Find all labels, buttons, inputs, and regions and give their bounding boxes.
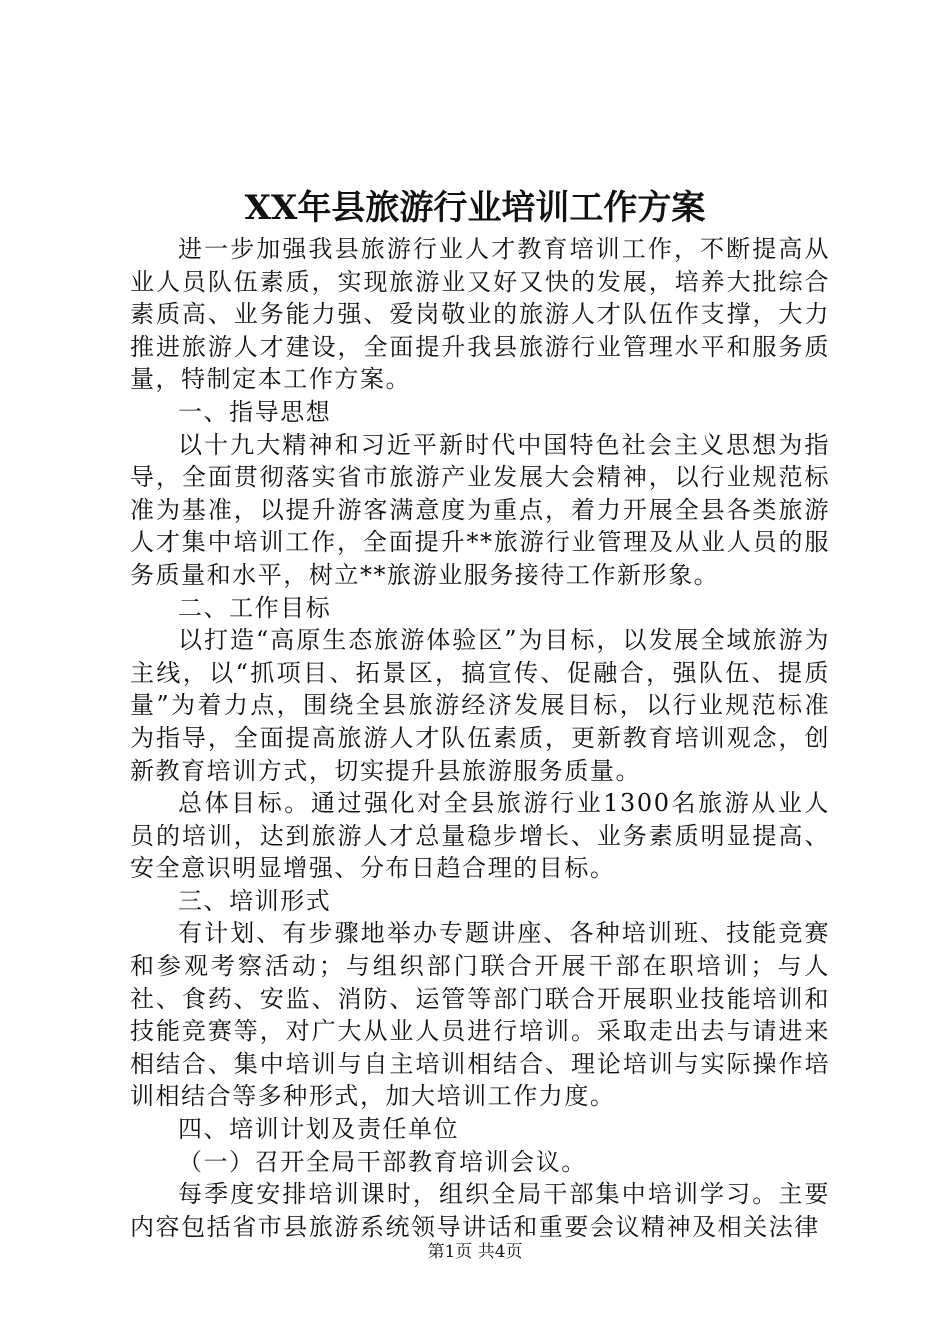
page-number-footer: 第1页 共4页 [427, 1242, 523, 1262]
staff-meeting-paragraph: 每季度安排培训课时，组织全局干部集中培训学习。主要内容包括省市县旅游系统领导讲话和重要会议精神及相关法律 [130, 1180, 830, 1241]
overall-goal-paragraph: 总体目标。通过强化对全县旅游行业1300名旅游从业人员的培训，达到旅游人才总量稳步增长、业务素质明显提高、安全意识明显增强、分布日趋合理的目标。 [130, 789, 830, 883]
section-heading-training-plan: 四、培训计划及责任单位 [178, 1115, 460, 1144]
subsection-heading-staff-meeting: （一）召开全局干部教育培训会议。 [178, 1147, 587, 1176]
training-forms-paragraph: 有计划、有步骤地举办专题讲座、各种培训班、技能竞赛和参观考察活动；与组织部门联合开展干部在职培训；与人社、食药、安监、消防、运管等部门联合开展职业技能培训和技能竞赛等，对广大从业人员进行培训。采取走出去与请进来相结合、集中培训与自主培训相结合、理论培训与实际操作培训相结合等多种形式，加大培训工作力度。 [130, 919, 830, 1111]
work-goals-paragraph: 以打造“高原生态旅游体验区”为目标，以发展全域旅游为主线，以“抓项目、拓景区，搞宣传、促融合，强队伍、提质量”为着力点，围绕全县旅游经济发展目标，以行业规范标准为指导，全面提高旅游人才队伍素质，更新教育培训观念，创新教育培训方式，切实提升县旅游服务质量。 [130, 626, 830, 785]
section-heading-guiding-ideology: 一、指导思想 [178, 397, 332, 426]
guiding-ideology-paragraph: 以十九大精神和习近平新时代中国特色社会主义思想为指导，全面贯彻落实省市旅游产业发展大会精神，以行业规范标准为基准，以提升游客满意度为重点，着力开展全县各类旅游人才集中培训工作，全面提升**旅游行业管理及从业人员的服务质量和水平，树立**旅游业服务接待工作新形象。 [130, 430, 830, 589]
section-heading-training-forms: 三、培训形式 [178, 886, 332, 915]
section-heading-work-goals: 二、工作目标 [178, 593, 332, 622]
intro-paragraph: 进一步加强我县旅游行业人才教育培训工作，不断提高从业人员队伍素质，实现旅游业又好又快的发展，培养大批综合素质高、业务能力强、爱岗敬业的旅游人才队伍作支撑，大力推进旅游人才建设，全面提升我县旅游行业管理水平和服务质量，特制定本工作方案。 [130, 235, 830, 394]
document-title: XX年县旅游行业培训工作方案 [244, 188, 706, 228]
document-body [130, 233, 830, 1243]
